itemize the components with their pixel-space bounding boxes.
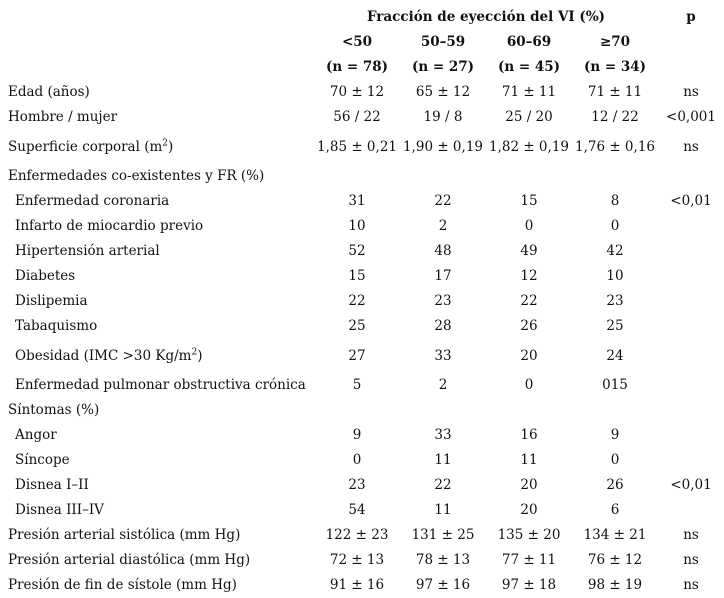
section-label: Síntomas (%) <box>8 402 100 418</box>
table-row <box>0 473 724 498</box>
header-group-row <box>0 5 724 30</box>
cell: 11 <box>434 502 452 518</box>
col-n: (n = 45) <box>497 59 561 75</box>
cell: 98 ± 19 <box>587 577 643 593</box>
cell: 22 <box>434 193 452 209</box>
cell: 22 <box>348 293 366 309</box>
ejection-fraction-table <box>0 5 724 598</box>
row-label: Hombre / mujer <box>8 109 118 125</box>
row-label: Obesidad (IMC >30 $Kg/m^2$) <box>15 347 203 364</box>
row-label: Disnea III–IV <box>15 502 104 518</box>
cell: 23 <box>434 293 452 309</box>
row-label: Edad (años) <box>8 84 90 100</box>
table-row <box>0 130 724 164</box>
header-n-row <box>0 55 724 80</box>
cell: 11 <box>434 452 452 468</box>
cell: 54 <box>348 502 366 518</box>
p-header: p <box>686 9 696 25</box>
cell: 5 <box>352 377 362 393</box>
cell: 131 ± 25 <box>411 527 475 543</box>
table-row <box>0 423 724 448</box>
cell: 24 <box>606 348 624 364</box>
table-row <box>0 289 724 314</box>
cell: 0 <box>610 452 620 468</box>
cell: 20 <box>520 477 538 493</box>
cell: 9 <box>352 427 362 443</box>
cell: 28 <box>434 318 452 334</box>
cell: 12 / 22 <box>591 109 639 125</box>
row-label: Dislipemia <box>15 293 88 309</box>
cell: 135 ± 20 <box>497 527 561 543</box>
col-range: <50 <box>341 34 373 50</box>
table-row <box>0 523 724 548</box>
cell: 31 <box>348 193 366 209</box>
header-range-row <box>0 30 724 55</box>
cell: 1,76 ± 0,16 <box>574 139 655 155</box>
row-label: Angor <box>15 427 57 443</box>
cell: 26 <box>606 477 624 493</box>
row-label: Síncope <box>15 452 70 468</box>
cell: 56 / 22 <box>333 109 381 125</box>
cell: 015 <box>602 377 628 393</box>
cell: 1,90 ± 0,19 <box>402 139 483 155</box>
col-n: (n = 78) <box>325 59 389 75</box>
col-n: (n = 27) <box>411 59 475 75</box>
cell: 9 <box>610 427 620 443</box>
cell: 2 <box>438 218 448 234</box>
cell: 52 <box>348 243 366 259</box>
table-row <box>0 80 724 105</box>
cell: 23 <box>348 477 366 493</box>
cell: 134 ± 21 <box>583 527 647 543</box>
table-row <box>0 373 724 398</box>
cell: 33 <box>434 348 452 364</box>
row-label: Presión arterial sistólica (mm Hg) <box>8 527 241 543</box>
p-value: ns <box>683 527 699 543</box>
cell: 48 <box>434 243 452 259</box>
table-row <box>0 239 724 264</box>
table-row <box>0 214 724 239</box>
cell: 122 ± 23 <box>325 527 389 543</box>
cell: 17 <box>434 268 452 284</box>
row-label: Hipertensión arterial <box>15 243 160 259</box>
cell: 0 <box>352 452 362 468</box>
cell: 49 <box>520 243 538 259</box>
col-range: 60–69 <box>506 34 552 50</box>
p-value: <0,001 <box>666 109 716 125</box>
row-label: Diabetes <box>15 268 76 284</box>
cell: 20 <box>520 502 538 518</box>
cell: 72 ± 13 <box>329 552 385 568</box>
cell: 25 <box>348 318 366 334</box>
table-row <box>0 573 724 598</box>
row-label: Tabaquismo <box>15 318 98 334</box>
row-label: Enfermedad coronaria <box>15 193 170 209</box>
table-row <box>0 448 724 473</box>
p-value: ns <box>683 139 699 155</box>
p-value: <0,01 <box>670 193 712 209</box>
cell: 19 / 8 <box>423 109 463 125</box>
table-row <box>0 105 724 130</box>
row-label: Infarto de miocardio previo <box>15 218 204 234</box>
cell: 97 ± 18 <box>501 577 557 593</box>
cell: 25 / 20 <box>505 109 553 125</box>
cell: 2 <box>438 377 448 393</box>
cell: 71 ± 11 <box>501 84 557 100</box>
cell: 42 <box>606 243 624 259</box>
p-value: ns <box>683 552 699 568</box>
cell: 22 <box>434 477 452 493</box>
table-row <box>0 548 724 573</box>
cell: 1,82 ± 0,19 <box>488 139 569 155</box>
row-label: Disnea I–II <box>15 477 89 493</box>
cell: 0 <box>524 218 534 234</box>
section-label: Enfermedades co-existentes y FR (%) <box>8 168 265 184</box>
cell: 97 ± 16 <box>415 577 471 593</box>
cell: 33 <box>434 427 452 443</box>
row-label: Presión de fin de sístole (mm Hg) <box>8 577 237 593</box>
cell: 15 <box>520 193 538 209</box>
table-row <box>0 498 724 523</box>
p-value: ns <box>683 84 699 100</box>
table-row <box>0 189 724 214</box>
cell: 16 <box>520 427 538 443</box>
cell: 70 ± 12 <box>329 84 385 100</box>
cell: 0 <box>524 377 534 393</box>
cell: 26 <box>520 318 538 334</box>
section-row <box>0 164 724 189</box>
cell: 78 ± 13 <box>415 552 471 568</box>
cell: 8 <box>610 193 620 209</box>
cell: 10 <box>606 268 624 284</box>
table-row <box>0 314 724 339</box>
table-row <box>0 264 724 289</box>
cell: 91 ± 16 <box>329 577 385 593</box>
cell: 77 ± 11 <box>501 552 557 568</box>
cell: 27 <box>348 348 366 364</box>
cell: 65 ± 12 <box>415 84 471 100</box>
cell: 20 <box>520 348 538 364</box>
row-label: Enfermedad pulmonar obstructiva crónica <box>15 377 306 393</box>
row-label: Presión arterial diastólica (mm Hg) <box>8 552 251 568</box>
cell: 10 <box>348 218 366 234</box>
col-range: 50–59 <box>420 34 466 50</box>
col-n: (n = 34) <box>583 59 647 75</box>
cell: 22 <box>520 293 538 309</box>
cell: 12 <box>520 268 538 284</box>
group-title: Fracción de eyección del VI (%) <box>366 9 606 25</box>
cell: 1,85 ± 0,21 <box>316 139 397 155</box>
row-label: Superficie corporal $(m^2)$ <box>8 138 174 155</box>
p-value: ns <box>683 577 699 593</box>
header-blank <box>0 5 314 30</box>
cell: 25 <box>606 318 624 334</box>
section-row <box>0 398 724 423</box>
cell: 15 <box>348 268 366 284</box>
cell: 76 ± 12 <box>587 552 643 568</box>
cell: 23 <box>606 293 624 309</box>
table-row <box>0 339 724 373</box>
cell: 11 <box>520 452 538 468</box>
p-value: <0,01 <box>670 477 712 493</box>
cell: 6 <box>610 502 620 518</box>
cell: 0 <box>610 218 620 234</box>
col-range: ≥70 <box>599 34 631 50</box>
cell: 71 ± 11 <box>587 84 643 100</box>
